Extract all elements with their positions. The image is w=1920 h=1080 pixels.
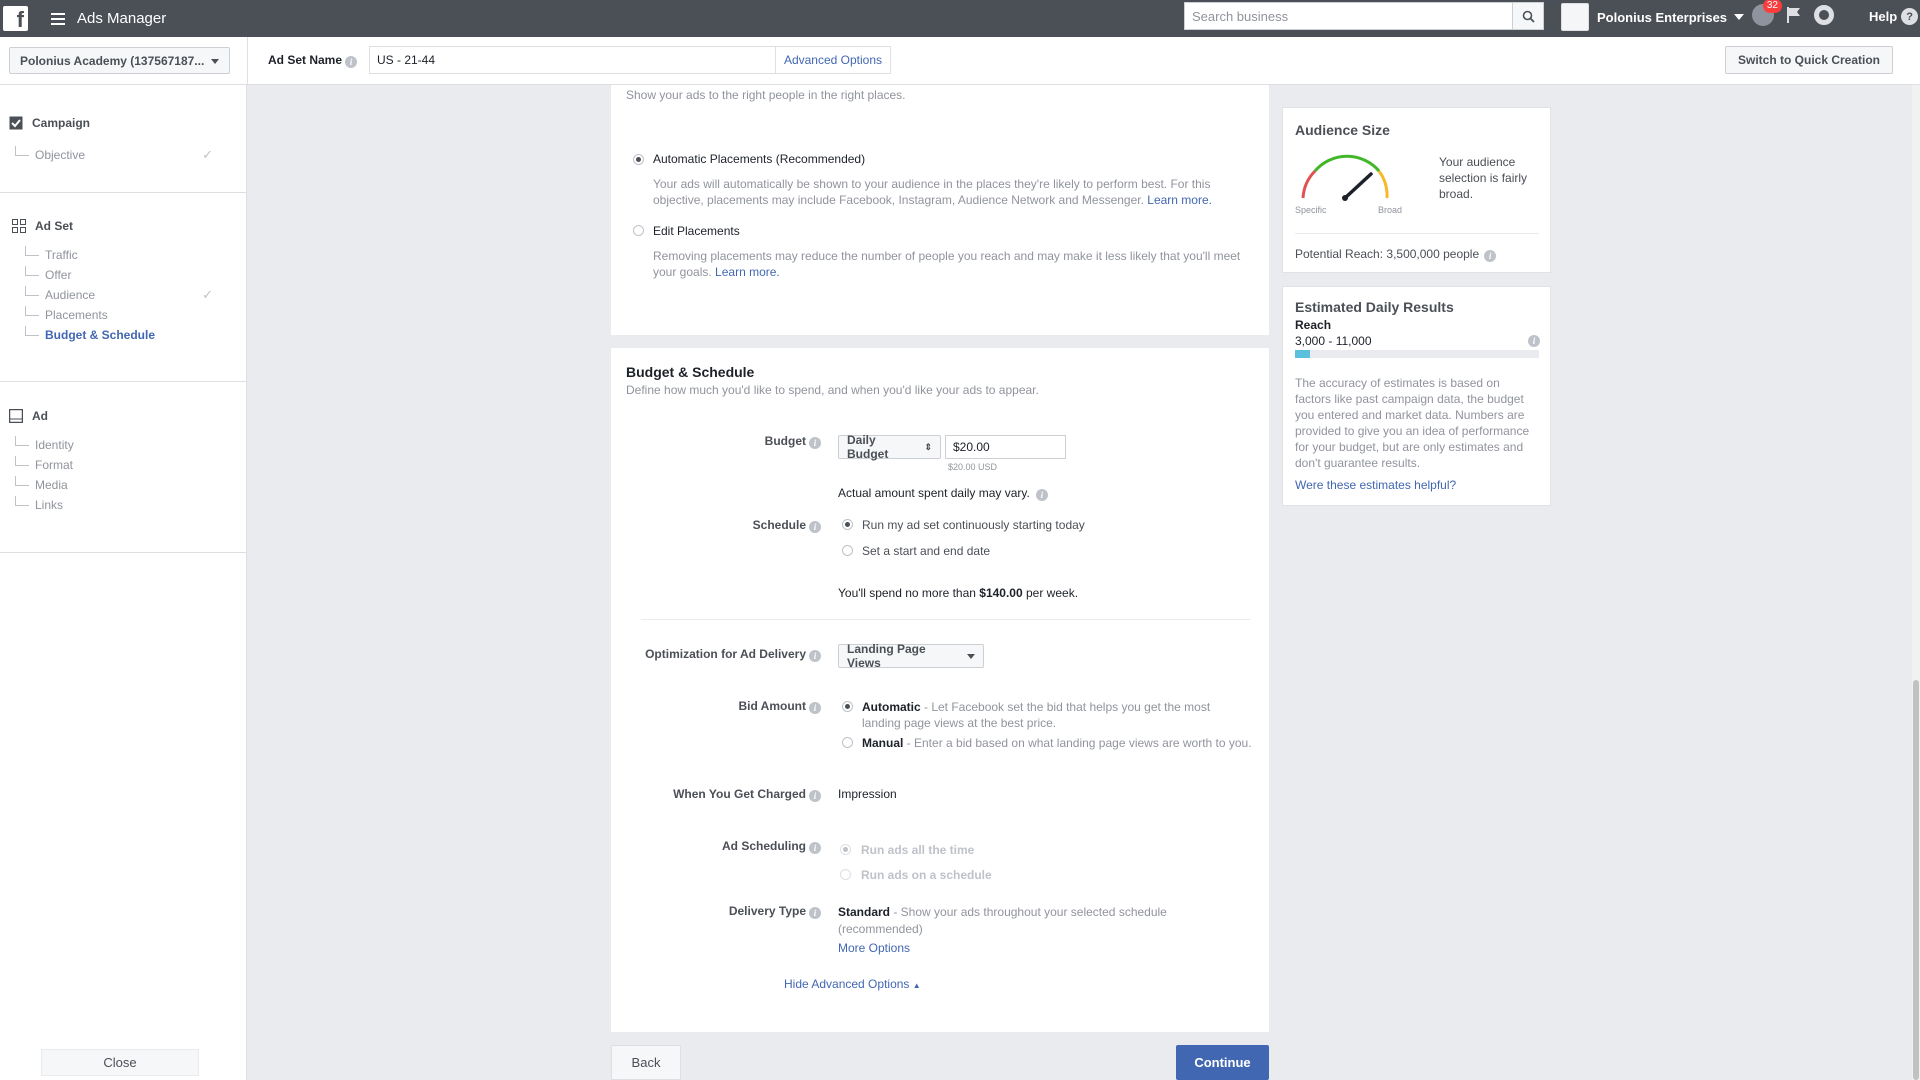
sidebar-item-audience[interactable] bbox=[25, 287, 231, 303]
sidebar-item-identity[interactable] bbox=[15, 437, 74, 453]
sidebar-item-objective[interactable] bbox=[15, 147, 231, 163]
sidebar-item-label: Objective bbox=[35, 148, 86, 162]
charged-row-label bbox=[611, 787, 821, 803]
automatic-placements-desc bbox=[653, 176, 1228, 208]
weekly-spend-note bbox=[838, 586, 1078, 600]
info-icon[interactable]: i bbox=[809, 437, 821, 449]
sidebar-ad-title: Ad bbox=[32, 409, 48, 423]
sidebar-adset-header[interactable] bbox=[12, 219, 73, 233]
radio-selected-icon bbox=[840, 844, 851, 855]
learn-more-link[interactable]: Learn more. bbox=[715, 265, 780, 279]
check-icon: ✓ bbox=[202, 147, 213, 162]
continue-button[interactable]: Continue bbox=[1176, 1045, 1269, 1080]
bid-manual-label[interactable] bbox=[862, 735, 1252, 751]
sidebar-item-label: Budget & Schedule bbox=[45, 328, 156, 342]
ad-sched-all-time-radio[interactable] bbox=[840, 844, 851, 858]
business-name: Polonius Enterprises bbox=[1597, 9, 1728, 25]
budget-label-text: Budget bbox=[764, 434, 806, 448]
gauge-specific-label: Specific bbox=[1295, 205, 1327, 215]
charged-label-text: When You Get Charged bbox=[673, 787, 806, 801]
sidebar-item-label: Placements bbox=[45, 308, 108, 322]
info-icon[interactable]: i bbox=[809, 702, 821, 714]
advanced-options-link[interactable]: Advanced Options bbox=[775, 47, 890, 73]
schedule-label bbox=[753, 518, 821, 533]
actual-spend-note bbox=[838, 486, 1048, 501]
ad-sched-schedule-label[interactable]: Run ads on a schedule bbox=[861, 868, 992, 882]
tree-line bbox=[15, 436, 29, 446]
sidebar-campaign-title: Campaign bbox=[32, 116, 91, 130]
sidebar-item-placements[interactable] bbox=[25, 307, 108, 323]
account-name: Polonius Academy (137567187... bbox=[20, 53, 205, 68]
schedule-dates-radio[interactable] bbox=[842, 545, 853, 559]
question-icon: ? bbox=[1901, 8, 1918, 25]
tree-line bbox=[25, 266, 39, 276]
budget-amount-field bbox=[945, 435, 1066, 459]
switch-to-quick-creation-button[interactable]: Switch to Quick Creation bbox=[1725, 46, 1893, 74]
auto-desc-text: Your ads will automatically be shown to your audience in the places they're likely to perform best. For this objective, placements may include Facebook, Instagram, Audience Network and Messenger. bbox=[653, 177, 1211, 207]
sidebar-item-label: Links bbox=[35, 498, 64, 512]
info-icon[interactable]: i bbox=[1036, 489, 1048, 501]
budget-row-label bbox=[611, 434, 821, 450]
audience-size-card bbox=[1282, 107, 1551, 273]
potential-reach bbox=[1295, 247, 1496, 262]
radio-empty-icon bbox=[633, 225, 644, 236]
accuracy-note: The accuracy of estimates is based on factors like past campaign data, the budget you entered and market data. Numbers are provided to give you an idea of performance for your budget, but are only estimates and don't guarantee results. bbox=[1295, 376, 1530, 470]
ad-square-icon bbox=[9, 409, 23, 423]
tree-line bbox=[25, 326, 39, 336]
schedule-row-label bbox=[611, 518, 821, 534]
tree-line bbox=[25, 306, 39, 316]
reach-label: Reach bbox=[1295, 318, 1332, 332]
schedule-dates-label[interactable]: Set a start and end date bbox=[862, 544, 991, 558]
section-title: Budget & Schedule bbox=[626, 364, 755, 380]
ad-scheduling-label-text: Ad Scheduling bbox=[722, 839, 806, 853]
edit-desc-text: Removing placements may reduce the number of people you reach and may make it less likely that you'll meet your goals. bbox=[653, 249, 1241, 279]
sidebar-item-label: Offer bbox=[45, 268, 72, 282]
tree-line bbox=[25, 286, 39, 296]
gauge-broad-label: Broad bbox=[1378, 205, 1403, 215]
daily-results-title: Estimated Daily Results bbox=[1295, 299, 1454, 315]
search-button[interactable] bbox=[1512, 3, 1543, 29]
search-icon bbox=[1522, 10, 1535, 23]
reach-range: 3,000 - 11,000 bbox=[1295, 334, 1372, 348]
budget-type-select[interactable] bbox=[838, 435, 941, 459]
bid-label-text: Bid Amount bbox=[738, 699, 806, 713]
back-button[interactable]: Back bbox=[611, 1045, 681, 1080]
optimization-label-text: Optimization for Ad Delivery bbox=[645, 647, 806, 661]
sidebar-section-campaign bbox=[0, 85, 246, 193]
radio-selected-icon bbox=[842, 519, 853, 530]
business-switcher[interactable] bbox=[1561, 3, 1744, 31]
app-title: Ads Manager bbox=[77, 10, 167, 27]
ad-scheduling-row-label bbox=[611, 839, 821, 855]
reach-bar bbox=[1295, 350, 1539, 358]
check-icon: ✓ bbox=[202, 287, 213, 302]
delivery-label-text: Delivery Type bbox=[728, 904, 806, 918]
search-business bbox=[1184, 2, 1544, 30]
hide-advanced-options-link[interactable] bbox=[784, 977, 921, 991]
business-avatar bbox=[1561, 3, 1589, 31]
optimization-row-label bbox=[611, 647, 821, 663]
bid-automatic-label[interactable] bbox=[862, 699, 1252, 731]
delivery-value bbox=[838, 904, 1228, 938]
scrollbar-thumb[interactable] bbox=[1913, 680, 1919, 1080]
delivery-row-label bbox=[611, 904, 821, 920]
automatic-placements-radio[interactable] bbox=[633, 154, 644, 168]
help-label: Help bbox=[1869, 9, 1898, 24]
budget-schedule-card bbox=[611, 348, 1269, 1032]
charged-label bbox=[673, 787, 821, 802]
ad-scheduling-label bbox=[722, 839, 821, 854]
sidebar-item-media[interactable] bbox=[15, 477, 68, 493]
info-icon[interactable]: i bbox=[809, 907, 821, 919]
menu-icon[interactable] bbox=[51, 13, 65, 25]
sidebar-item-label: Traffic bbox=[45, 248, 78, 262]
edit-placements-radio[interactable] bbox=[633, 225, 644, 239]
divider bbox=[1295, 233, 1539, 234]
bid-manual-radio[interactable] bbox=[842, 737, 853, 751]
placements-intro: Show your ads to the right people in the right places. bbox=[626, 88, 906, 102]
sidebar bbox=[0, 85, 247, 1080]
tree-line bbox=[15, 456, 29, 466]
info-icon[interactable]: i bbox=[345, 56, 357, 68]
optimization-select[interactable] bbox=[838, 644, 984, 668]
potential-reach-text: Potential Reach: 3,500,000 people bbox=[1295, 247, 1480, 261]
estimated-daily-results-card bbox=[1282, 286, 1551, 506]
audience-size-title: Audience Size bbox=[1295, 122, 1390, 138]
chevron-down-icon bbox=[211, 59, 219, 64]
optimization-value: Landing Page Views bbox=[847, 642, 926, 670]
search-input[interactable] bbox=[1185, 3, 1512, 29]
sidebar-campaign-header[interactable] bbox=[9, 116, 90, 130]
chevron-down-icon bbox=[1734, 14, 1744, 20]
bid-label bbox=[738, 699, 821, 714]
edit-placements-label[interactable]: Edit Placements bbox=[653, 224, 740, 238]
sidebar-item-links[interactable] bbox=[15, 497, 63, 513]
info-icon[interactable]: i bbox=[809, 842, 821, 854]
grid-icon bbox=[12, 219, 26, 233]
schedule-continuous-label[interactable]: Run my ad set continuously starting today bbox=[862, 518, 1085, 532]
flag-icon[interactable] bbox=[1786, 6, 1802, 24]
tree-line bbox=[15, 496, 29, 506]
ad-sched-all-time-label[interactable]: Run ads all the time bbox=[861, 843, 975, 857]
delivery-type: Standard bbox=[838, 905, 891, 919]
charged-value: Impression bbox=[838, 787, 897, 801]
ad-set-header bbox=[0, 37, 1920, 85]
bid-manual-desc: - Enter a bid based on what landing page views are worth to you. bbox=[903, 736, 1252, 750]
spend-prefix: You'll spend no more than bbox=[838, 586, 980, 600]
sidebar-item-label: Media bbox=[35, 478, 68, 492]
section-subtitle: Define how much you'd like to spend, and when you'd like your ads to appear. bbox=[626, 383, 1039, 397]
radio-empty-icon bbox=[840, 869, 851, 880]
help-menu[interactable] bbox=[1869, 8, 1918, 25]
sidebar-item-budget-schedule[interactable] bbox=[25, 327, 155, 343]
learn-more-link[interactable]: Learn more. bbox=[1147, 193, 1212, 207]
top-bar bbox=[0, 0, 1920, 37]
sidebar-item-label: Identity bbox=[35, 438, 74, 452]
notifications-globe-icon[interactable] bbox=[1752, 0, 1778, 26]
radio-selected-icon bbox=[842, 701, 853, 712]
notification-badge: 32 bbox=[1763, 0, 1782, 13]
more-options-link[interactable]: More Options bbox=[838, 941, 911, 955]
bid-row-label bbox=[611, 699, 821, 715]
divider bbox=[641, 619, 1250, 620]
info-icon[interactable]: i bbox=[809, 790, 821, 802]
bid-auto-title: Automatic bbox=[862, 700, 921, 714]
bid-automatic-radio[interactable] bbox=[842, 701, 853, 715]
bid-auto-desc: - Let Facebook set the bid that helps you get the most landing page views at the best price. bbox=[862, 700, 1211, 730]
sidebar-section-adset bbox=[0, 193, 246, 382]
adset-name-field bbox=[369, 46, 891, 74]
reach-bar-fill bbox=[1295, 350, 1310, 358]
schedule-label-text: Schedule bbox=[752, 518, 806, 532]
radio-empty-icon bbox=[842, 545, 853, 556]
facebook-logo-icon[interactable]: f bbox=[3, 6, 28, 31]
adset-name-input[interactable] bbox=[370, 47, 775, 73]
sidebar-item-label: Audience bbox=[45, 288, 96, 302]
delivery-label bbox=[729, 904, 821, 919]
delivery-desc: - Show your ads throughout your selected schedule (recommended) bbox=[838, 905, 1167, 936]
tree-line bbox=[25, 246, 39, 256]
divider bbox=[247, 37, 248, 85]
gear-icon[interactable] bbox=[1814, 5, 1834, 25]
schedule-continuous-radio[interactable] bbox=[842, 519, 853, 533]
info-icon[interactable]: i bbox=[809, 650, 821, 662]
budget-type-value: Daily Budget bbox=[847, 433, 889, 461]
edit-placements-desc bbox=[653, 248, 1253, 280]
ad-sched-schedule-radio[interactable] bbox=[840, 869, 851, 883]
chevron-down-icon bbox=[967, 654, 975, 659]
spend-amount: $140.00 bbox=[979, 586, 1023, 600]
sort-arrows-icon: ⇕ bbox=[924, 441, 932, 452]
spend-suffix: per week. bbox=[1022, 586, 1079, 600]
chevron-up-icon: ▲ bbox=[912, 981, 921, 990]
sidebar-adset-title: Ad Set bbox=[35, 219, 74, 233]
radio-empty-icon bbox=[842, 737, 853, 748]
account-selector[interactable] bbox=[9, 47, 230, 74]
automatic-placements-label[interactable]: Automatic Placements (Recommended) bbox=[653, 152, 866, 166]
sidebar-item-traffic[interactable] bbox=[25, 247, 78, 263]
bid-manual-title: Manual bbox=[862, 736, 904, 750]
info-icon[interactable]: i bbox=[809, 521, 821, 533]
audience-description: Your audience selection is fairly broad. bbox=[1439, 155, 1528, 201]
adset-name-label-text: Ad Set Name bbox=[268, 53, 343, 67]
info-icon[interactable]: i bbox=[1484, 250, 1496, 262]
top-icons bbox=[1752, 0, 1834, 26]
sidebar-ad-header[interactable] bbox=[9, 409, 48, 423]
sidebar-item-label: Format bbox=[35, 458, 74, 472]
close-button[interactable]: Close bbox=[41, 1049, 199, 1076]
info-icon[interactable]: i bbox=[1528, 335, 1540, 347]
sidebar-item-offer[interactable] bbox=[25, 267, 71, 283]
budget-label bbox=[765, 434, 821, 449]
optimization-label bbox=[645, 647, 821, 662]
sidebar-section-ad bbox=[0, 382, 246, 553]
tree-line bbox=[15, 476, 29, 486]
estimates-helpful-link[interactable]: Were these estimates helpful? bbox=[1295, 478, 1457, 492]
adset-name-label bbox=[268, 53, 357, 68]
checkbox-checked-icon bbox=[9, 116, 23, 130]
budget-amount-input[interactable] bbox=[953, 440, 1065, 454]
placements-card bbox=[611, 85, 1269, 335]
hide-advanced-text: Hide Advanced Options bbox=[784, 977, 910, 991]
budget-usd-note: $20.00 USD bbox=[948, 462, 998, 472]
radio-selected-icon bbox=[633, 154, 644, 165]
actual-spend-text: Actual amount spent daily may vary. bbox=[838, 486, 1030, 500]
tree-line bbox=[15, 146, 29, 156]
sidebar-item-format[interactable] bbox=[15, 457, 73, 473]
